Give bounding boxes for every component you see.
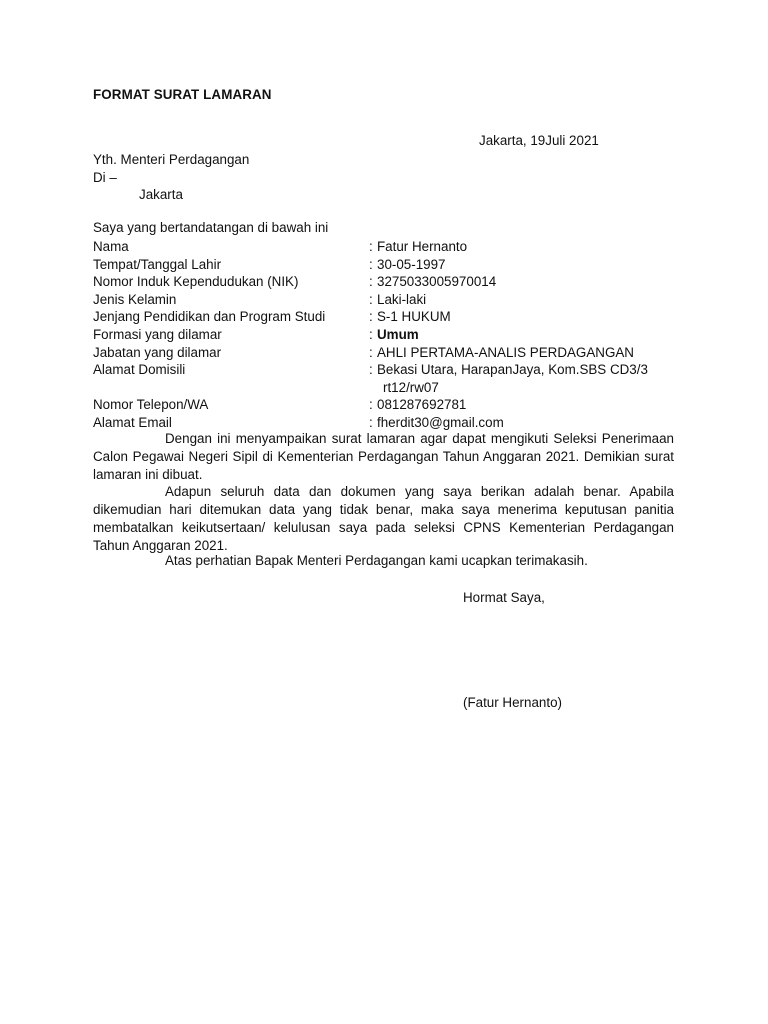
field-value-wrap <box>377 361 673 396</box>
field-value: AHLI PERTAMA-ANALIS PERDAGANGAN <box>377 344 634 360</box>
field-row-phone <box>93 396 673 414</box>
field-separator: : <box>369 326 373 342</box>
field-row-formation <box>93 326 673 344</box>
field-value: Umum <box>377 326 419 342</box>
field-label: Formasi yang dilamar <box>93 326 222 342</box>
field-value: 30-05-1997 <box>377 256 446 272</box>
field-row-birth <box>93 256 673 274</box>
field-label: Nomor Induk Kependudukan (NIK) <box>93 274 299 290</box>
body-paragraph-3: Atas perhatian Bapak Menteri Perdagangan kami ucapkan terimakasih. <box>165 553 588 568</box>
field-separator: : <box>369 397 373 413</box>
field-separator: : <box>369 309 373 325</box>
field-row-name <box>93 238 673 256</box>
field-row-education <box>93 308 673 326</box>
field-value-continued: rt12/rw07 <box>383 379 439 395</box>
field-value: S-1 HUKUM <box>377 309 451 325</box>
applicant-data-table <box>93 238 673 432</box>
body-paragraph-1: Dengan ini menyampaikan surat lamaran agar dapat mengikuti Seleksi Penerimaan Calon Pegawai Negeri Sipil di Kementerian Perdagangan Tahun Anggaran 2021. Demikian surat lamaran ini dibuat. <box>93 431 674 482</box>
closing-salutation: Hormat Saya, <box>463 590 545 605</box>
field-value: 081287692781 <box>377 397 467 413</box>
field-label: Nomor Telepon/WA <box>93 397 209 413</box>
field-value: fherdit30@gmail.com <box>377 414 504 430</box>
field-row-position <box>93 344 673 362</box>
body-paragraph-2: Adapun seluruh data dan dokumen yang saya berikan adalah benar. Apabila dikemudian hari ditemukan data yang tidak benar, maka saya menerima keputusan panitia membatalkan keikutsertaan/ kelulusan saya pada seleksi CPNS Kementerian Perdagangan Tahun Anggaran 2021. <box>93 484 674 553</box>
recipient-line-1: Yth. Menteri Perdagangan <box>93 152 250 167</box>
field-row-gender <box>93 291 673 309</box>
field-label: Alamat Email <box>93 414 172 430</box>
field-separator: : <box>369 362 373 378</box>
field-separator: : <box>369 414 373 430</box>
field-label: Jenjang Pendidikan dan Program Studi <box>93 309 326 325</box>
signature-name: (Fatur Hernanto) <box>463 695 562 710</box>
field-label: Jabatan yang dilamar <box>93 344 222 360</box>
field-row-email <box>93 414 673 432</box>
field-row-nik <box>93 273 673 291</box>
field-value: Bekasi Utara, HarapanJaya, Kom.SBS CD3/3 <box>377 362 648 378</box>
letter-title: FORMAT SURAT LAMARAN <box>93 87 272 102</box>
field-value: 3275033005970014 <box>377 274 497 290</box>
field-separator: : <box>369 256 373 272</box>
field-label: Tempat/Tanggal Lahir <box>93 256 222 272</box>
field-label: Nama <box>93 239 129 254</box>
field-value: Fatur Hernanto <box>377 239 468 254</box>
recipient-line-3: Jakarta <box>139 187 183 203</box>
field-row-address <box>93 361 673 396</box>
recipient-line-2: Di – <box>93 169 117 185</box>
field-label: Jenis Kelamin <box>93 291 177 307</box>
place-date: Jakarta, 19Juli 2021 <box>479 133 599 148</box>
intro-line: Saya yang bertandatangan di bawah ini <box>93 220 329 235</box>
field-separator: : <box>369 274 373 290</box>
field-label: Alamat Domisili <box>93 362 186 378</box>
field-value: Laki-laki <box>377 291 427 307</box>
field-separator: : <box>369 291 373 307</box>
recipient-block <box>93 151 249 204</box>
field-separator: : <box>369 344 373 360</box>
field-separator: : <box>369 239 373 254</box>
